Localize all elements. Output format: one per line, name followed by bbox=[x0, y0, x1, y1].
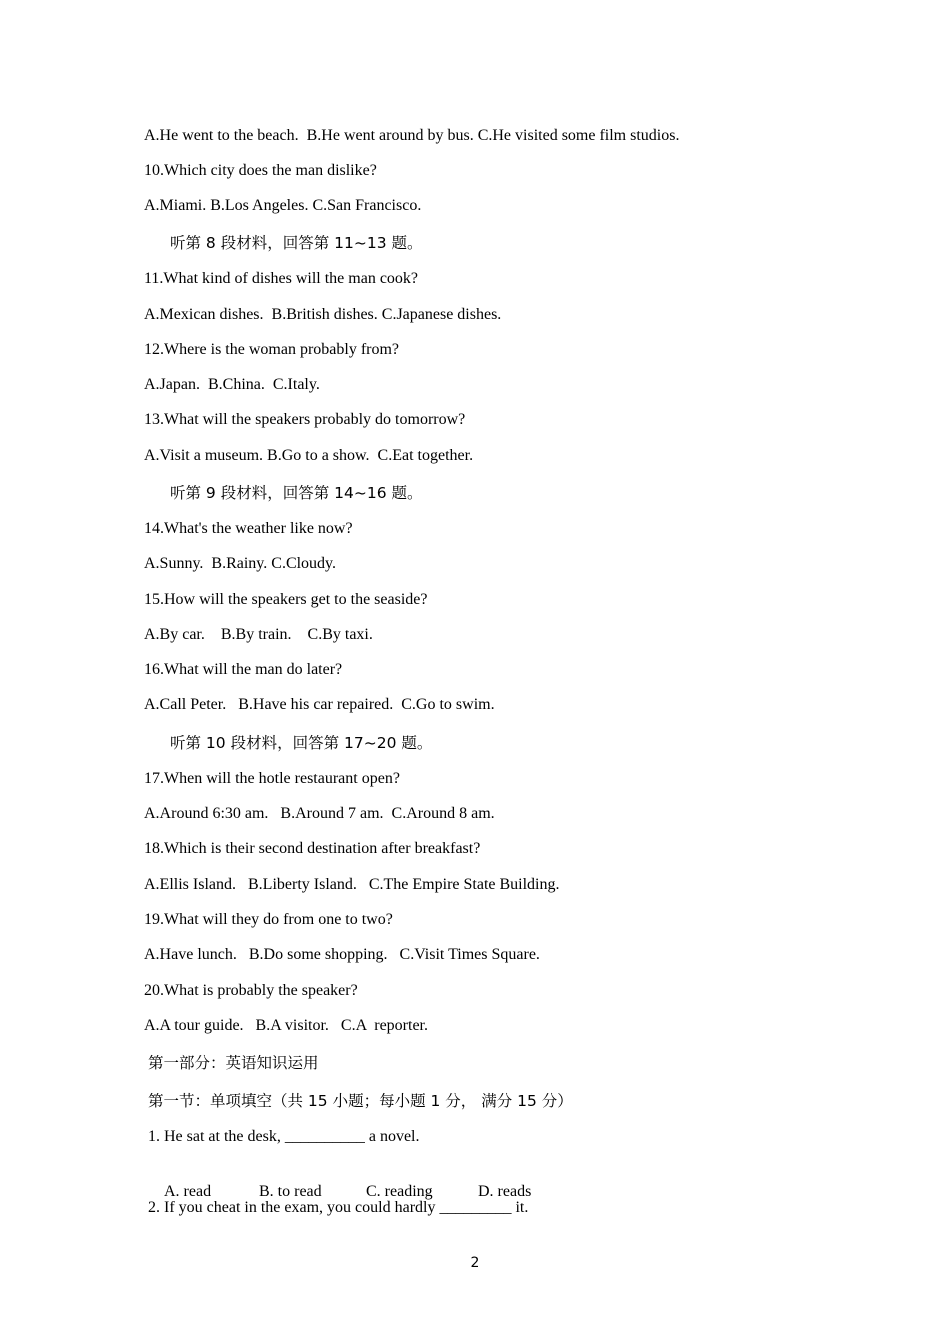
q17-options: A.Around 6:30 am. B.Around 7 am. C.Around 8 am. bbox=[144, 805, 495, 822]
section-heading-material-9: 听第 9 段材料，回答第 14~16 题。 bbox=[170, 484, 423, 502]
cloze-q1-option-d: D. reads bbox=[478, 1183, 532, 1200]
q15-question: 15.How will the speakers get to the seaside? bbox=[144, 591, 428, 608]
q16-question: 16.What will the man do later? bbox=[144, 661, 343, 678]
q20-options: A.A tour guide. B.A visitor. C.A reporter. bbox=[144, 1017, 428, 1034]
q14-question: 14.What's the weather like now? bbox=[144, 520, 353, 537]
q20-question: 20.What is probably the speaker? bbox=[144, 982, 358, 999]
cloze-q1-option-c: C. reading bbox=[366, 1183, 433, 1200]
cloze-q1-options bbox=[148, 1162, 532, 1200]
q10-options: A.Miami. B.Los Angeles. C.San Francisco. bbox=[144, 197, 422, 214]
q12-options: A.Japan. B.China. C.Italy. bbox=[144, 376, 320, 393]
section-heading-material-10: 听第 10 段材料，回答第 17~20 题。 bbox=[170, 734, 433, 752]
q10-question: 10.Which city does the man dislike? bbox=[144, 162, 377, 179]
q13-question: 13.What will the speakers probably do tomorrow? bbox=[144, 411, 466, 428]
q13-options: A.Visit a museum. B.Go to a show. C.Eat together. bbox=[144, 447, 474, 464]
q12-question: 12.Where is the woman probably from? bbox=[144, 341, 400, 358]
section-heading-material-8: 听第 8 段材料，回答第 11~13 题。 bbox=[170, 234, 423, 252]
q19-options: A.Have lunch. B.Do some shopping. C.Visit Times Square. bbox=[144, 946, 540, 963]
q11-options: A.Mexican dishes. B.British dishes. C.Japanese dishes. bbox=[144, 306, 502, 323]
q16-options: A.Call Peter. B.Have his car repaired. C.Go to swim. bbox=[144, 696, 495, 713]
cloze-q1-option-a: A. read bbox=[164, 1183, 212, 1200]
cloze-q2-stem: 2. If you cheat in the exam, you could hardly _________ it. bbox=[148, 1199, 529, 1216]
q11-question: 11.What kind of dishes will the man cook? bbox=[144, 270, 419, 287]
q19-question: 19.What will they do from one to two? bbox=[144, 911, 393, 928]
cloze-q1-option-b: B. to read bbox=[259, 1183, 322, 1200]
q15-options: A.By car. B.By train. C.By taxi. bbox=[144, 626, 373, 643]
q14-options: A.Sunny. B.Rainy. C.Cloudy. bbox=[144, 555, 337, 572]
page-number: 2 bbox=[470, 1255, 480, 1271]
q18-options: A.Ellis Island. B.Liberty Island. C.The Empire State Building. bbox=[144, 876, 560, 893]
cloze-q1-stem: 1. He sat at the desk, __________ a novel. bbox=[148, 1128, 420, 1145]
q9-options: A.He went to the beach. B.He went around by bus. C.He visited some film studios. bbox=[144, 127, 680, 144]
part-heading: 第一部分：英语知识运用 bbox=[148, 1054, 319, 1072]
q17-question: 17.When will the hotle restaurant open? bbox=[144, 770, 400, 787]
subsection-heading: 第一节：单项填空（共 15 小题；每小题 1 分， 满分 15 分） bbox=[148, 1092, 573, 1110]
q18-question: 18.Which is their second destination after breakfast? bbox=[144, 840, 481, 857]
